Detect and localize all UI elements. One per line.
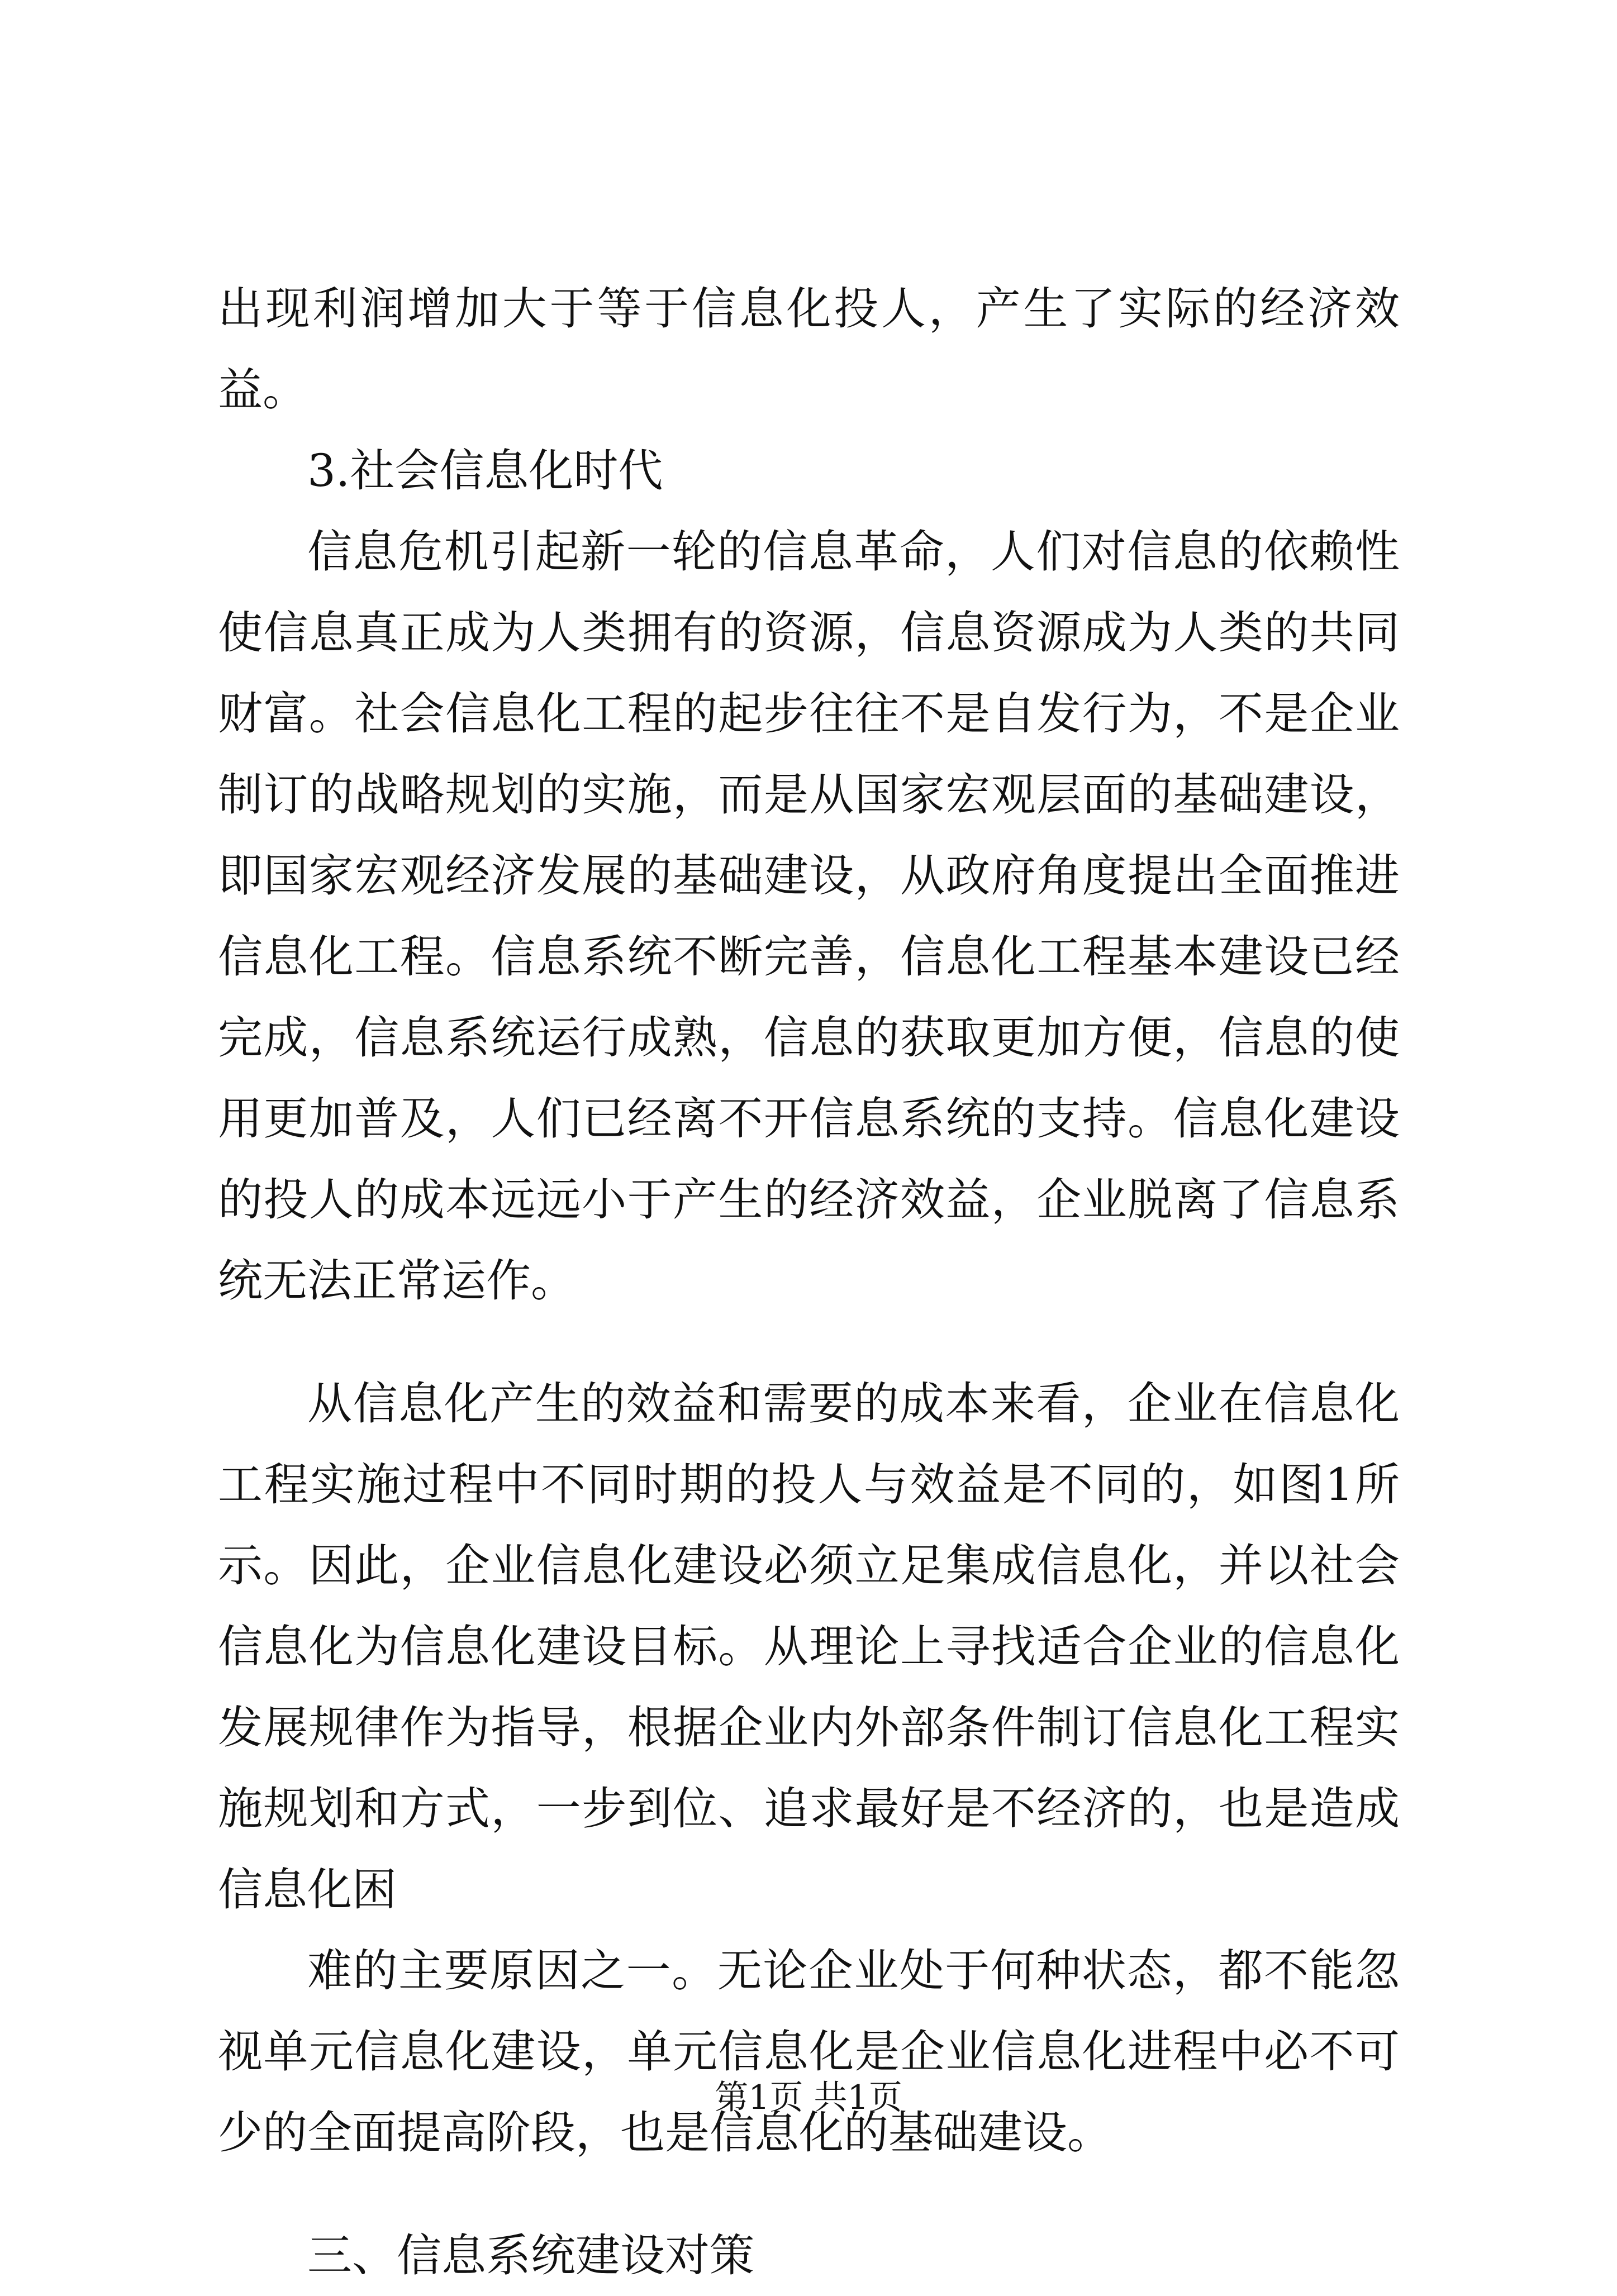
paragraph-unit-informatization: 难的主要原因之一。无论企业处于何种状态，都不能忽视单元信息化建设，单元信息化是企业信息化进程中必不可少的全面提高阶段，也是信息化的基础建设。 [218,1945,1400,2159]
document-body [218,268,1400,2296]
paragraph-continuation: 出现利润增加大于等于信息化投人，产生了实际的经济效益。 [218,283,1400,416]
section-heading-3: 3.社会信息化时代 [307,445,663,497]
paragraph-social-informatization: 信息危机引起新一轮的信息革命，人们对信息的依赖性使信息真正成为人类拥有的资源，信息资源成为人类的共同财富。社会信息化工程的起步往往不是自发行为，不是企业制订的战略规划的实施，而是从国家宏观层面的基础建设，即国家宏观经济发展的基础建设，从政府角度提出全面推进信息化工程。信息系统不断完善，信息化工程基本建设已经完成，信息系统运行成熟，信息的获取更加方便，信息的使用更加普及，人们已经离不开信息系统的支持。信息化建设的投人的成本远远小于产生的经济效益，企业脱离了信息系统无法正常运作。 [218,526,1400,1307]
section-heading-three: 三、信息系统建设对策 [307,2230,754,2281]
paragraph-benefit-cost: 从信息化产生的效益和需要的成本来看，企业在信息化工程实施过程中不同时期的投人与效益是不同的，如图1所示。因此，企业信息化建设必须立足集成信息化，并以社会信息化为信息化建设目标。从理论上寻找适合企业的信息化发展规律作为指导，根据企业内外部条件制订信息化工程实施规划和方式，一步到位、追求最好是不经济的，也是造成信息化困 [218,1378,1400,1916]
page-footer: 第1页 共1页 [715,2078,902,2117]
